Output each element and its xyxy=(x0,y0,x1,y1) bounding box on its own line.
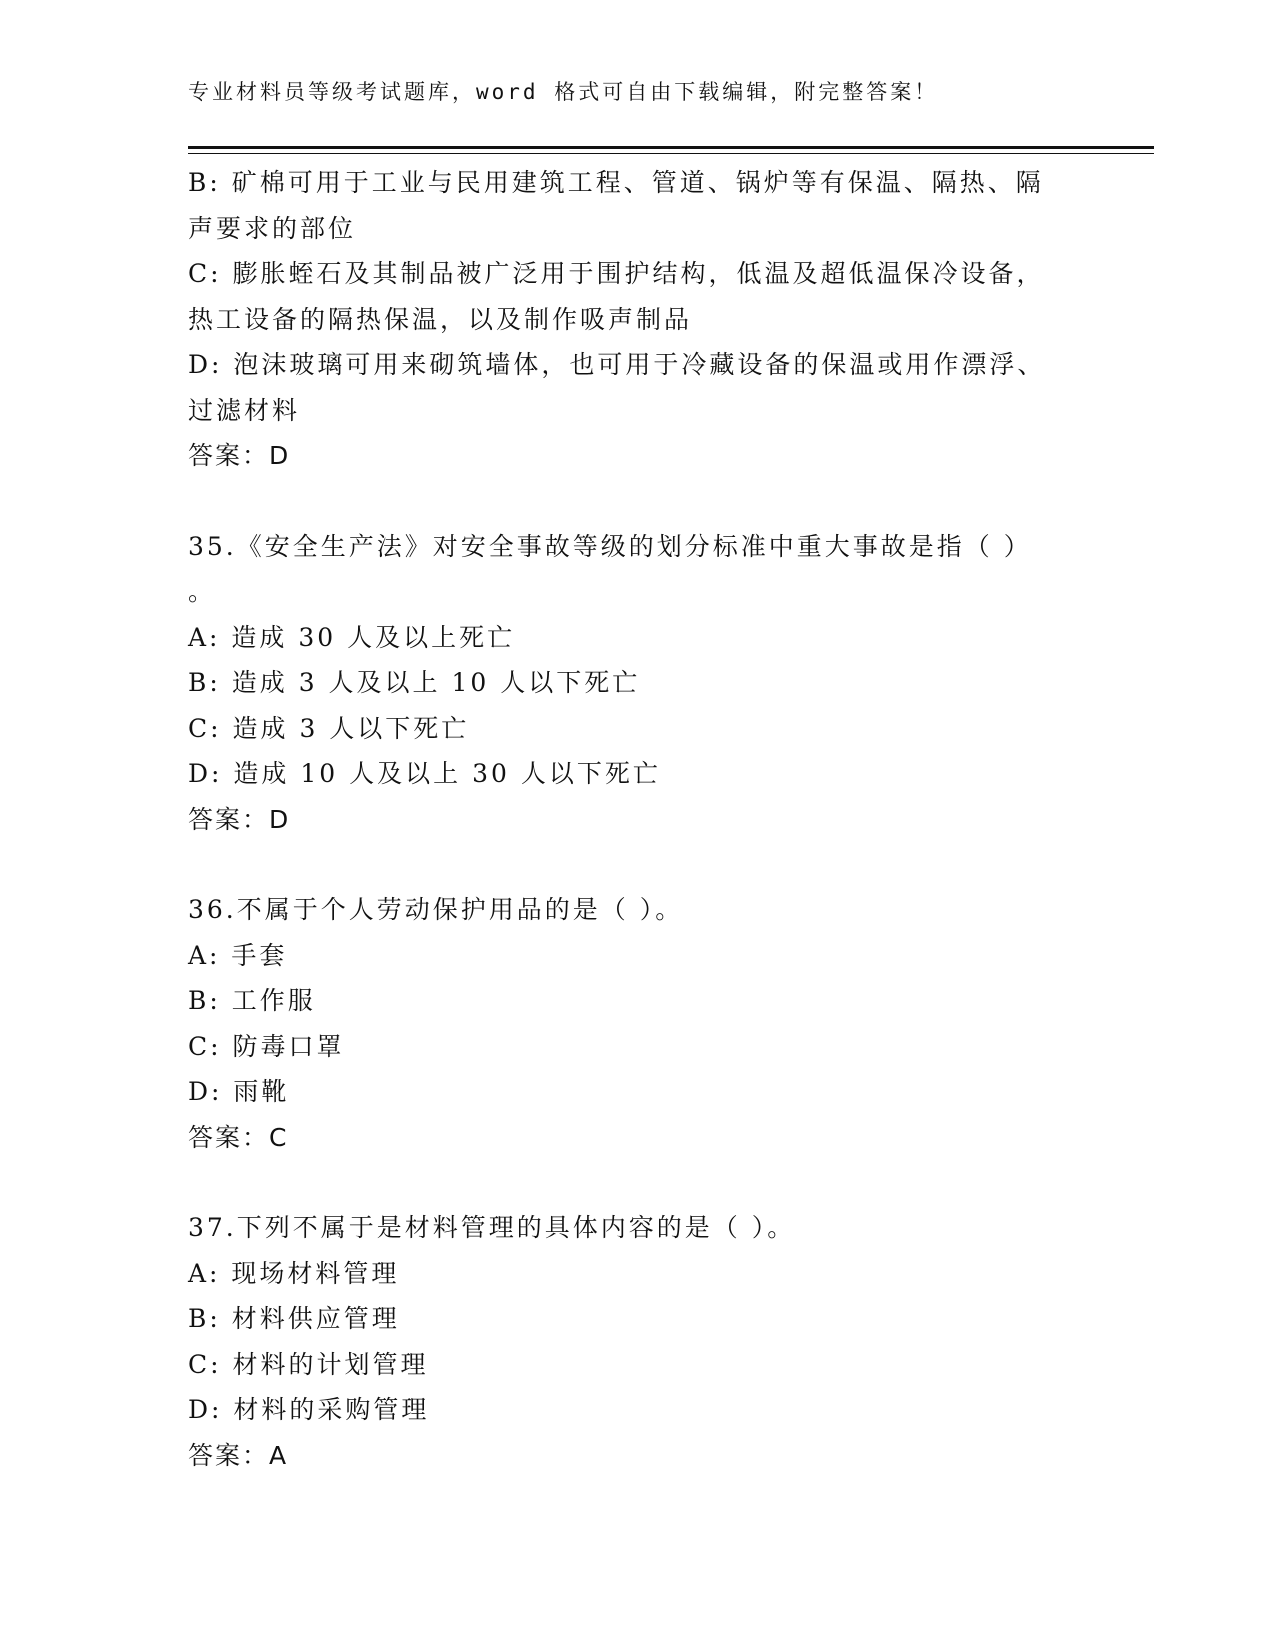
question-stem: 35.《安全生产法》对安全事故等级的划分标准中重大事故是指（ ） xyxy=(188,531,1032,561)
question-stem-continued: 。 xyxy=(188,577,217,606)
answer: 答案：A xyxy=(188,1440,289,1470)
option-d-continued: 过滤材料 xyxy=(188,395,301,425)
option-b: B: 工作服 xyxy=(188,986,316,1015)
option-b-continued: 声要求的部位 xyxy=(188,213,357,243)
page-header: 专业材料员等级考试题库，word 格式可自由下载编辑，附完整答案！ xyxy=(188,80,939,104)
option-b: B: 造成 3 人及以上 10 人以下死亡 xyxy=(188,668,641,697)
option-d: D: 雨靴 xyxy=(188,1077,290,1106)
option-c: C: 膨胀蛭石及其制品被广泛用于围护结构，低温及超低温保冷设备， xyxy=(188,259,1045,288)
option-c: C: 防毒口罩 xyxy=(188,1031,345,1061)
question-block-36 xyxy=(188,887,1088,1160)
option-a: A: 手套 xyxy=(188,940,288,970)
spacer xyxy=(188,842,1088,887)
answer: 答案：C xyxy=(188,1122,289,1152)
option-d: D: 泡沫玻璃可用来砌筑墙体，也可用于冷藏设备的保温或用作漂浮、 xyxy=(188,350,1046,379)
question-block-35 xyxy=(188,524,1088,843)
answer: 答案：D xyxy=(188,441,291,470)
spacer xyxy=(188,479,1088,524)
option-a: A: 造成 30 人及以上死亡 xyxy=(188,622,516,652)
header-divider-thin xyxy=(188,153,1154,154)
spacer xyxy=(188,1160,1088,1205)
option-b: B: 材料供应管理 xyxy=(188,1304,400,1333)
option-d: D: 材料的采购管理 xyxy=(188,1395,430,1424)
option-c: C: 材料的计划管理 xyxy=(188,1349,429,1379)
option-d: D: 造成 10 人及以上 30 人以下死亡 xyxy=(188,759,661,788)
question-block-37 xyxy=(188,1205,1088,1478)
header-divider xyxy=(188,146,1154,149)
question-block-34 xyxy=(188,160,1088,479)
option-b: B: 矿棉可用于工业与民用建筑工程、管道、锅炉等有保温、隔热、隔 xyxy=(188,168,1044,197)
option-c-continued: 热工设备的隔热保温，以及制作吸声制品 xyxy=(188,304,693,334)
question-stem: 36.不属于个人劳动保护用品的是（ ）。 xyxy=(188,895,684,924)
answer: 答案：D xyxy=(188,804,291,834)
option-c: C: 造成 3 人以下死亡 xyxy=(188,713,470,743)
question-stem: 37.下列不属于是材料管理的具体内容的是（ ）。 xyxy=(188,1213,796,1242)
option-a: A: 现场材料管理 xyxy=(188,1258,400,1288)
document-body xyxy=(188,160,1088,1478)
